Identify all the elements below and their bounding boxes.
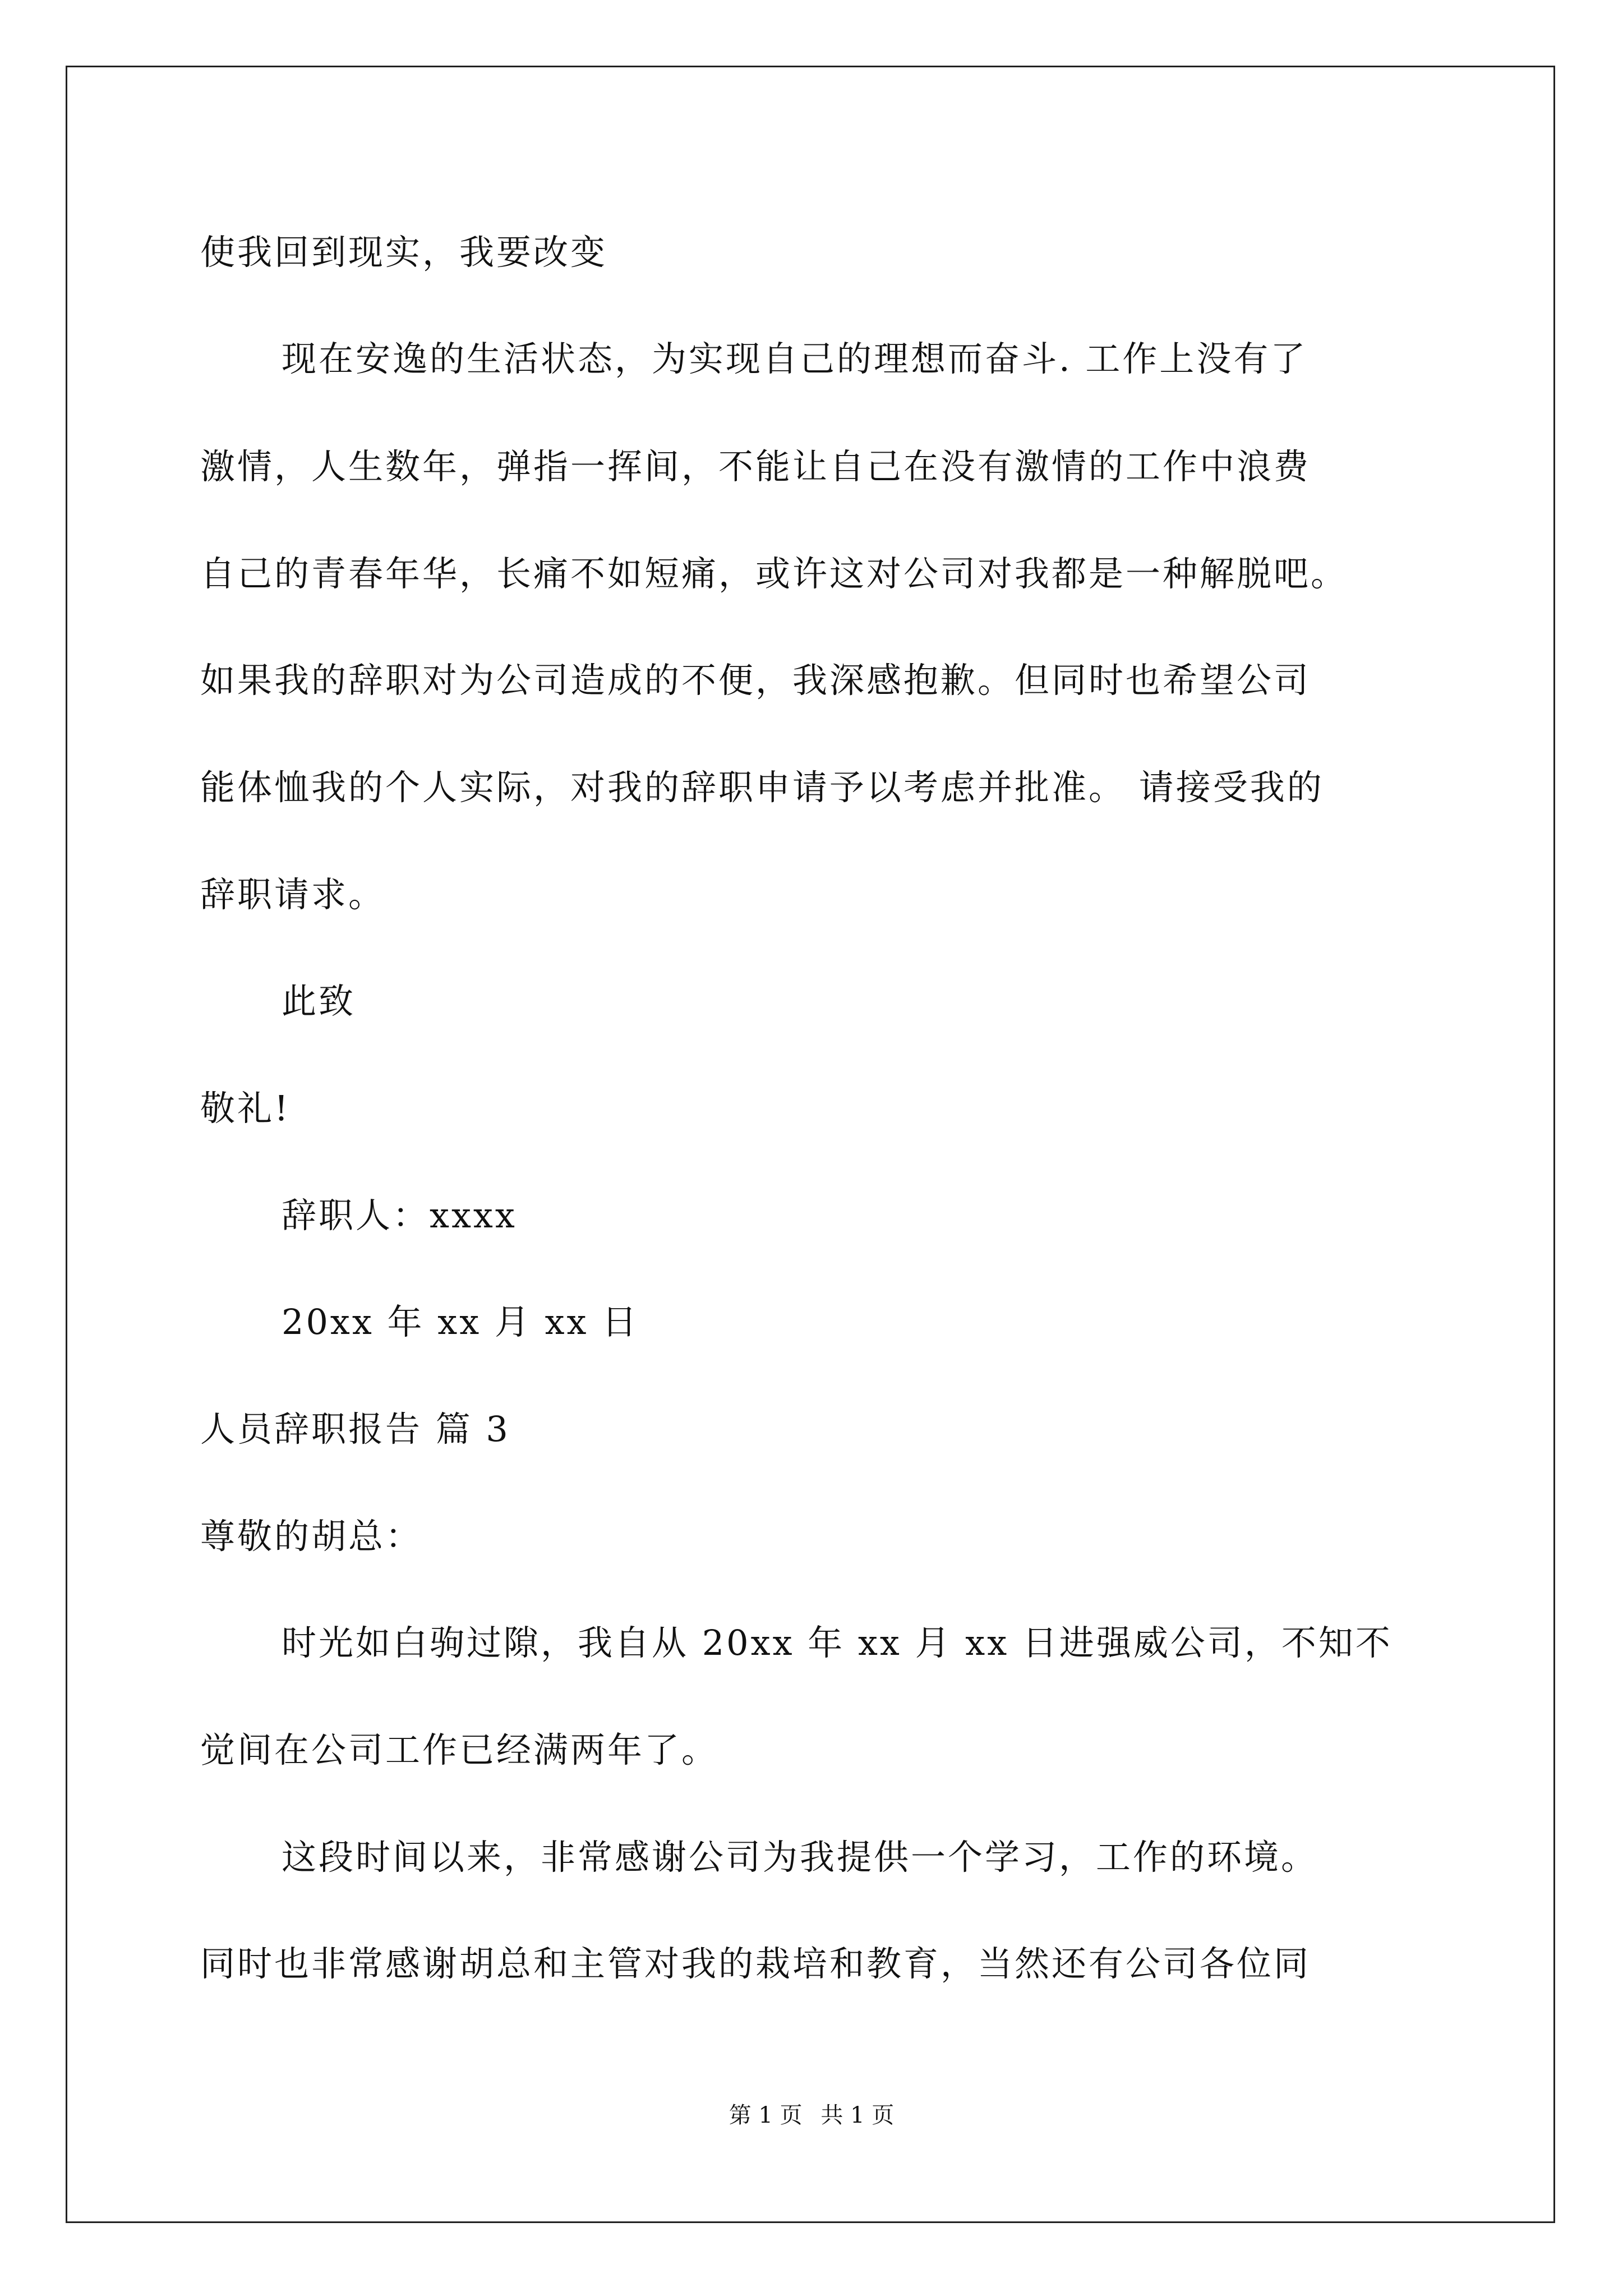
text-line: 如果我的辞职对为公司造成的不便，我深感抱歉。但同时也希望公司	[200, 660, 1311, 701]
text-line: 激情，人生数年，弹指一挥间，不能让自己在没有激情的工作中浪费	[200, 446, 1311, 487]
text-line: 自己的青春年华，长痛不如短痛，或许这对公司对我都是一种解脱吧。	[200, 553, 1348, 594]
page-total: 共 1 页	[820, 2102, 895, 2128]
page-border	[66, 66, 1555, 2223]
text-line: 能体恤我的个人实际，对我的辞职申请予以考虑并批准。 请接受我的	[200, 767, 1324, 808]
closing-salutation: 此致	[282, 981, 356, 1022]
page-number: 第 1 页	[728, 2102, 803, 2128]
greeting: 尊敬的胡总：	[200, 1516, 423, 1557]
text-line: 觉间在公司工作已经满两年了。	[200, 1729, 719, 1770]
date-line: 20xx 年 xx 月 xx 日	[282, 1301, 639, 1342]
closing-regards: 敬礼!	[200, 1088, 291, 1129]
text-line: 时光如白驹过隙，我自从 20xx 年 xx 月 xx 日进强威公司，不知不	[282, 1622, 1393, 1663]
section-heading: 人员辞职报告 篇 3	[200, 1409, 510, 1450]
text-line: 使我回到现实，我要改变	[200, 232, 608, 273]
text-line: 辞职请求。	[200, 874, 386, 915]
text-line: 现在安逸的生活状态，为实现自己的理想而奋斗. 工作上没有了	[282, 338, 1308, 379]
text-line: 同时也非常感谢胡总和主管对我的栽培和教育，当然还有公司各位同	[200, 1943, 1311, 1984]
text-line: 这段时间以来，非常感谢公司为我提供一个学习，工作的环境。	[282, 1837, 1318, 1878]
page-footer	[0, 2101, 1623, 2129]
signature-line: 辞职人：xxxx	[282, 1195, 517, 1236]
